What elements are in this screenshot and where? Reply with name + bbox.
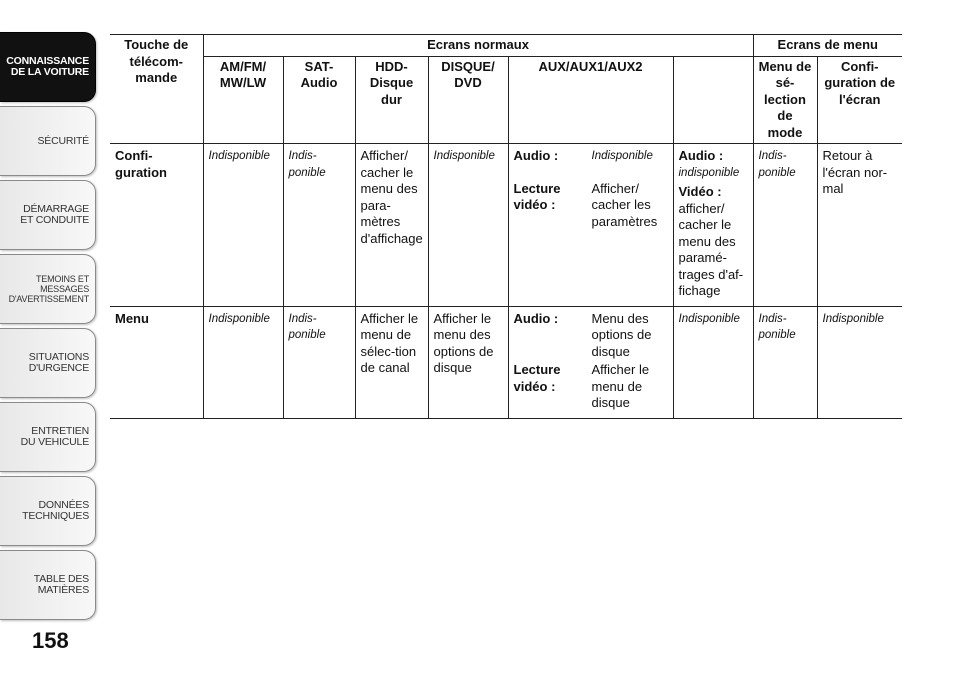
tab-label: TEMOINS ET MESSAGES D'AVERTISSEMENT [8,274,89,304]
cell: Indisponible [428,144,508,307]
tab-label: SÉCURITÉ [37,134,89,147]
aux-value: Afficher le menu de disque [591,362,650,410]
tab-label: CONNAISSANCE DE LA VOITURE [6,55,89,78]
col-extra [673,56,753,144]
extra-key: Vidéo : [678,184,722,199]
aux-key: Audio : [513,310,559,326]
tab-temoins[interactable] [0,254,96,324]
tab-label: DONNÉES TECHNIQUES [22,499,89,522]
col-dvd: DISQUE/ DVD [428,56,508,144]
cell: Indisponible [673,306,753,418]
aux-value: Indisponible [591,150,653,162]
col-hdd: HDD-Disque dur [355,56,428,144]
tab-entretien[interactable] [0,402,96,472]
cell: Indis-ponible [283,306,355,418]
extra-key: Audio : [678,148,724,163]
cell: Indis-ponible [283,144,355,307]
aux-key: Lecture vidéo : [513,362,561,394]
row-label: Confi-guration [110,144,203,307]
cell-aux [508,144,673,307]
col-sat: SAT-Audio [283,56,355,144]
col-config: Confi-guration de l'écran [817,56,902,144]
tab-connaissance[interactable] [0,32,96,102]
col-amfm: AM/FM/ MW/LW [203,56,283,144]
cell: Indis-ponible [753,144,817,307]
aux-key: Audio : [513,148,559,163]
cell-extra [673,144,753,307]
tab-label: SITUATIONS D'URGENCE [28,351,89,374]
col-menu-sel: Menu de sé-lection de mode [753,56,817,144]
page-number: 158 [32,628,69,653]
extra-value: afficher/ cacher le menu des paramé-trages d'af-fichage [678,200,744,298]
tab-label: TABLE DES MATIÈRES [33,573,89,596]
col-aux: AUX/AUX1/AUX2 [508,56,673,144]
aux-key: Lecture vidéo : [513,180,561,212]
cell-aux [508,306,673,418]
table-row [110,306,902,418]
tab-label: DÉMARRAGE ET CONDUITE [20,203,89,226]
tab-donnees[interactable] [0,476,96,546]
cell: Indis-ponible [753,306,817,418]
tab-situations[interactable] [0,328,96,398]
group-normal-header: Ecrans normaux [203,35,753,57]
table-row [110,144,902,307]
extra-value: indisponible [678,166,740,179]
cell: Indisponible [203,144,283,307]
sidebar [0,0,100,678]
cell: Retour à l'écran nor-mal [817,144,902,307]
tab-demarrage[interactable] [0,180,96,250]
cell: Indisponible [817,306,902,418]
tab-label: ENTRETIEN DU VEHICULE [20,425,89,448]
corner-header: Touche de télécom-mande [110,35,203,144]
cell: Afficher/ cacher le menu des para-mètres d'affichage [355,144,428,307]
cell: Afficher le menu des options de disque [428,306,508,418]
aux-value: Afficher/ cacher les paramètres [591,180,658,229]
group-menu-header: Ecrans de menu [753,35,902,57]
row-label: Menu [110,306,203,418]
tab-securite[interactable] [0,106,96,176]
aux-value: Menu des options de disque [591,310,652,359]
cell: Indisponible [203,306,283,418]
cell: Afficher le menu de sélec-tion de canal [355,306,428,418]
tab-table-matieres[interactable] [0,550,96,620]
remote-control-table [110,34,902,419]
